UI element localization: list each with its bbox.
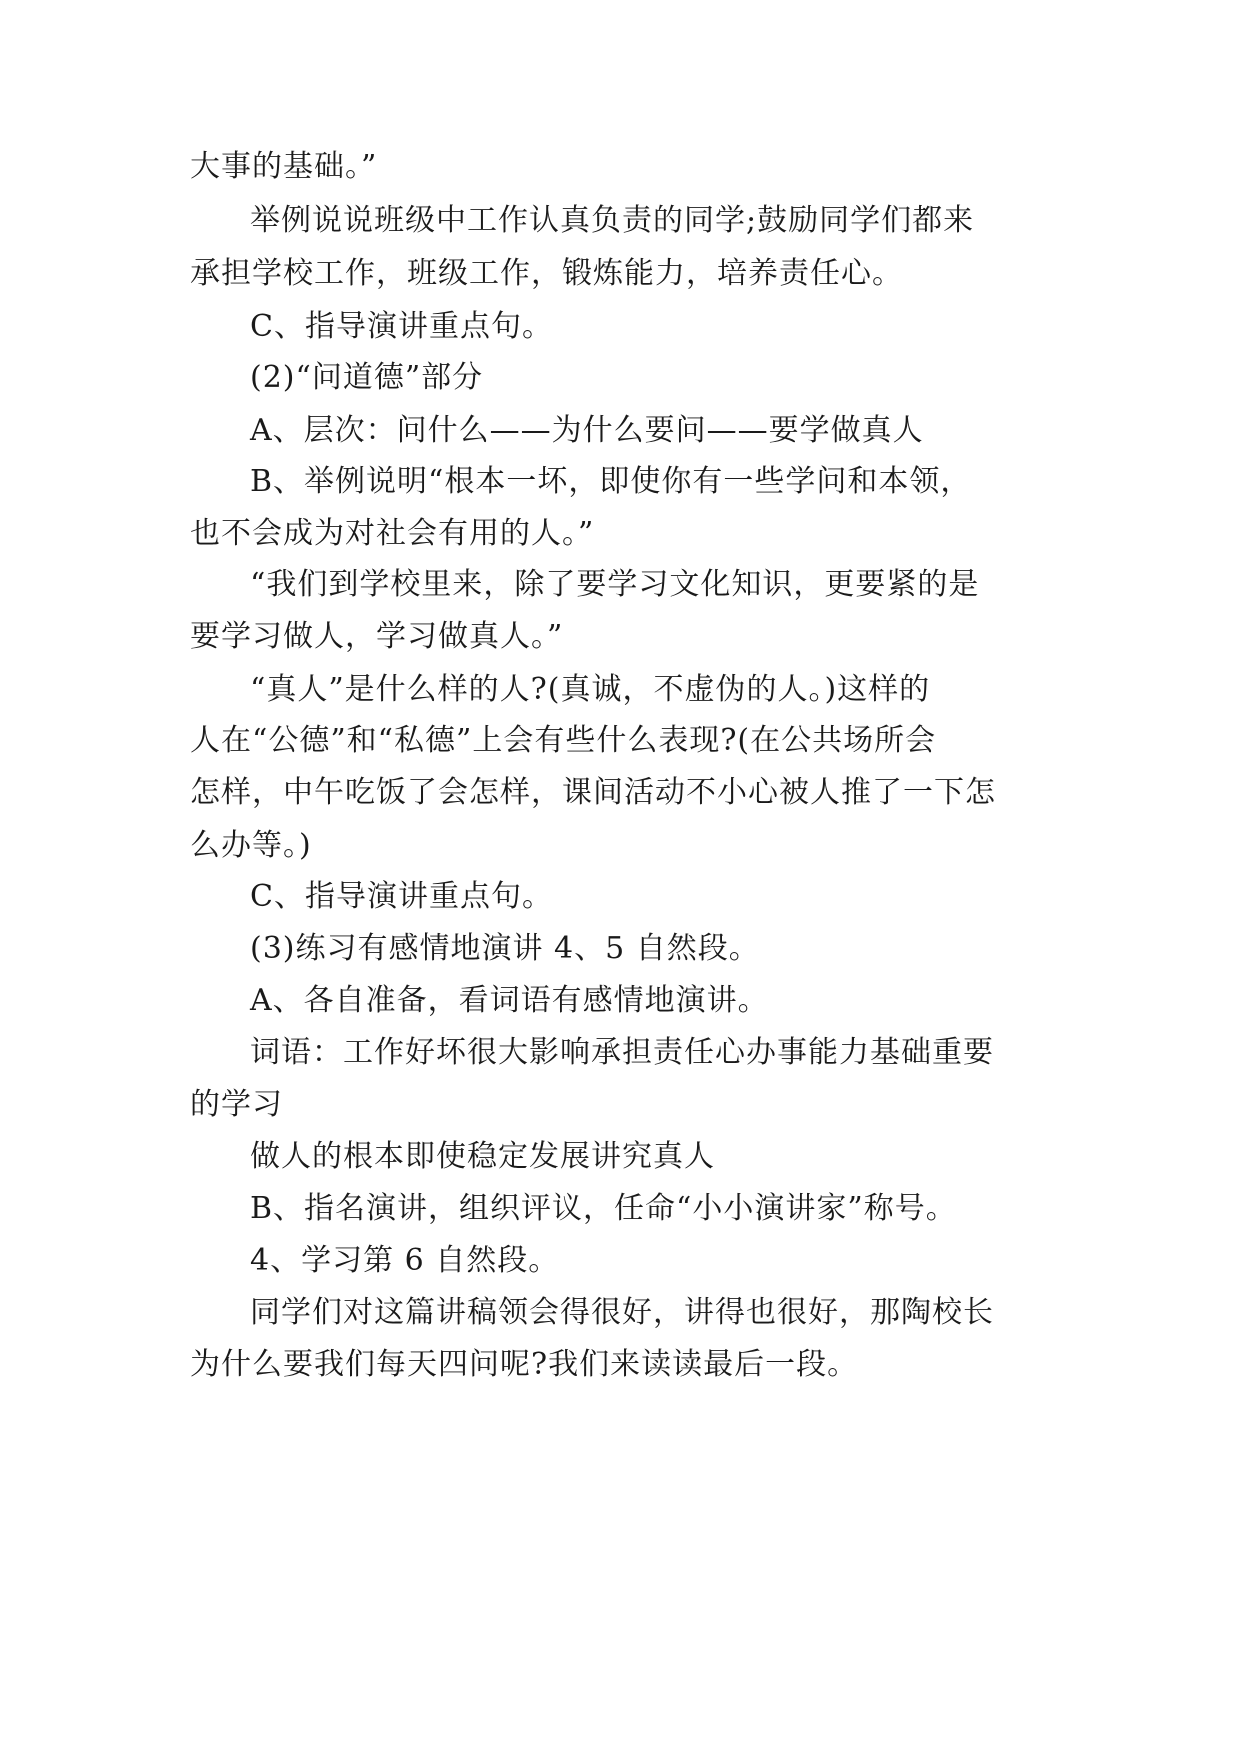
text-line: 同学们对这篇讲稿领会得很好，讲得也很好，那陶校长 <box>250 1295 994 1330</box>
text-line: 也不会成为对社会有用的人。” <box>190 516 595 551</box>
text-line: (2)“问道德”部分 <box>250 360 484 395</box>
text-line: 做人的根本即使稳定发展讲究真人 <box>250 1139 715 1174</box>
text-line: 大事的基础。” <box>190 149 378 184</box>
text-line: 要学习做人，学习做真人。” <box>190 619 564 654</box>
text-line: 承担学校工作，班级工作，锻炼能力，培养责任心。 <box>190 256 903 291</box>
text-line: A、各自准备，看词语有感情地演讲。 <box>250 983 769 1018</box>
text-line: A、层次：问什么——为什么要问——要学做真人 <box>250 413 924 448</box>
text-line: B、指名演讲，组织评议，任命“小小演讲家”称号。 <box>250 1191 957 1226</box>
text-line: 的学习 <box>190 1087 283 1122</box>
text-line: “真人”是什么样的人?(真诚，不虚伪的人。)这样的 <box>250 672 931 707</box>
text-line: 么办等。) <box>190 828 312 863</box>
text-line: 举例说说班级中工作认真负责的同学;鼓励同学们都来 <box>250 203 975 238</box>
text-line: C、指导演讲重点句。 <box>250 309 553 344</box>
text-line: C、指导演讲重点句。 <box>250 879 553 914</box>
text-line: 怎样，中午吃饭了会怎样，课间活动不小心被人推了一下怎 <box>190 775 996 810</box>
text-line: 为什么要我们每天四问呢?我们来读读最后一段。 <box>190 1347 859 1382</box>
text-line: (3)练习有感情地演讲 4、5 自然段。 <box>250 931 760 966</box>
text-line: 人在“公德”和“私德”上会有些什么表现?(在公共场所会 <box>190 723 937 758</box>
text-line: B、举例说明“根本一坏，即使你有一些学问和本领， <box>250 464 972 499</box>
text-line: “我们到学校里来，除了要学习文化知识，更要紧的是 <box>250 567 980 602</box>
text-line: 4、学习第 6 自然段。 <box>250 1243 560 1278</box>
text-line: 词语：工作好坏很大影响承担责任心办事能力基础重要 <box>250 1035 994 1070</box>
